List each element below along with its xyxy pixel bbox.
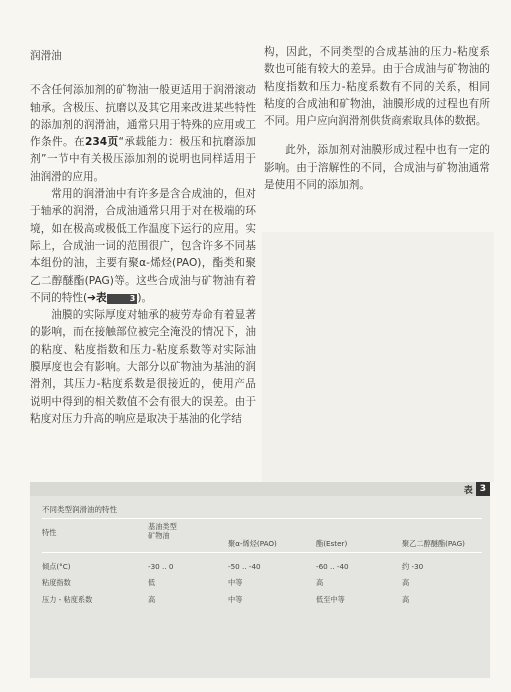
table-caption: 不同类型润滑油的特性 xyxy=(42,505,117,514)
table-cell: 压力 - 粘度系数 xyxy=(42,595,93,604)
header-property: 特性 xyxy=(42,528,57,537)
table-divider xyxy=(42,518,482,519)
table-reference-link[interactable] xyxy=(87,292,137,304)
table-cell: 高 xyxy=(402,595,410,604)
table-cell: 高 xyxy=(402,578,410,587)
right-column xyxy=(264,44,490,194)
table-cell: 约 -30 xyxy=(402,562,424,571)
header-base-type xyxy=(148,522,177,540)
header-base-type-line1: 基油类型 xyxy=(148,522,177,531)
paragraph-4: 构，因此，不同类型的合成基油的压力-粘度系数也可能有较大的差异。由于合成油与矿物油的粘度指数和压力-粘度系数有不同的关系，相同粘度的合成油和矿物油，油膜形成的过程也有所不同。用户应向润滑剂供货商索取具体的数据。 xyxy=(264,46,490,128)
header-pag: 聚乙二醇醚酯(PAG) xyxy=(402,539,465,548)
paragraph-2-text-b: )。 xyxy=(137,291,153,304)
paragraph-5: 此外，添加剂对油膜形成过程中也有一定的影响。由于溶解性的不同，合成油与矿物油通常是使用不同的添加剂。 xyxy=(264,144,490,192)
paragraph-2-text-a: 常用的润滑油中有许多是含合成油的，但对于轴承的润滑，合成油通常只用于对在极端的环境，如在极高或极低工作温度下运行的应用。实际上，合成油一词的范围很广，包含许多不同基本组份的油，主要有聚α-烯烃(PAO)，酯类和聚乙二醇醚酯(PAG)等。这些合成油与矿物油有着不同的特性( xyxy=(30,188,256,304)
table-divider xyxy=(42,552,482,553)
paragraph-3: 油膜的实际厚度对轴承的疲劳寿命有着显著的影响，而在接触部位被完全淹没的情况下，油的粘度、粘度指数和压力-粘度系数等对实际油膜厚度也会有影响。大部分以矿物油为基油的润滑剂，其压力-粘度系数是很接近的，使用产品说明中得到的相关数值不会有很大的误差。由于粘度对压力升高的响应是取决于基油的化学结 xyxy=(30,309,256,425)
table-cell: -50 .. -40 xyxy=(228,562,261,571)
table-cell: 中等 xyxy=(228,595,243,604)
page-reference-link[interactable]: 234页 xyxy=(85,136,119,149)
table-cell: 高 xyxy=(316,578,324,587)
properties-table xyxy=(30,482,490,678)
paragraph-1 xyxy=(30,82,256,186)
table-cell: 中等 xyxy=(228,578,243,587)
table-cell: -30 .. 0 xyxy=(148,562,174,571)
header-mineral: 矿物油 xyxy=(148,531,170,540)
table-label-word: 表 xyxy=(463,485,473,496)
background-panel xyxy=(262,232,494,482)
section-title: 润滑油 xyxy=(30,50,62,62)
table-cell: 低 xyxy=(148,578,156,587)
left-column xyxy=(30,48,256,428)
table-label xyxy=(461,482,490,496)
paragraph-1-text-b: “承载能力：极压和抗磨添加剂”一节中有关极压添加剂的说明也同样适用于油润滑的应用。 xyxy=(30,136,256,183)
paragraph-2 xyxy=(30,186,256,307)
table-cell: 粘度指数 xyxy=(42,578,71,587)
table-cell: 低至中等 xyxy=(316,595,345,604)
arrow-icon-text: ➔表 xyxy=(87,291,107,304)
table-cell: 倾点(°C) xyxy=(42,562,71,571)
paragraph-1-text-a: 不含任何添加剂的矿物油一般更适用于润滑滚动轴承。含极压、抗磨以及其它用来改进某些特性的添加剂的润滑油，通常只用于特殊的应用或工作条件。在 xyxy=(30,84,256,149)
table-reference-badge: 3 xyxy=(107,294,138,304)
table-label-number: 3 xyxy=(476,482,490,496)
header-pao: 聚α-烯烃(PAO) xyxy=(228,539,277,548)
table-cell: -60 .. -40 xyxy=(316,562,349,571)
table-header-strip xyxy=(30,482,490,496)
header-ester: 酯(Ester) xyxy=(316,539,348,548)
table-cell: 高 xyxy=(148,595,156,604)
